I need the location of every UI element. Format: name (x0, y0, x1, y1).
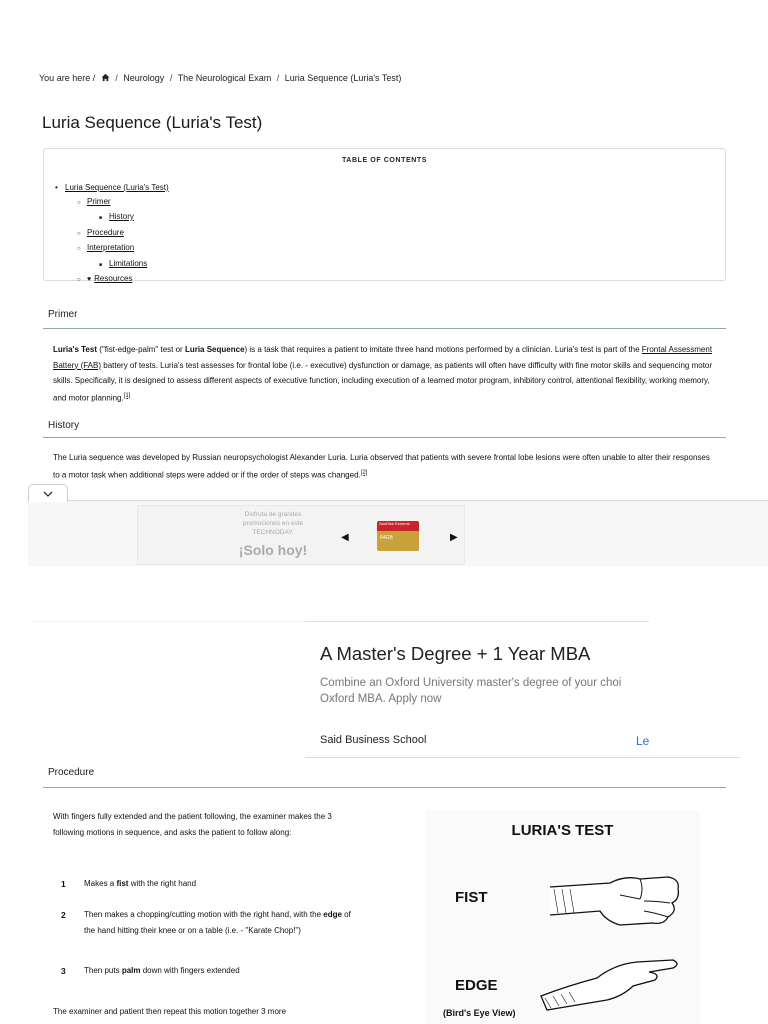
chevron-down-icon (43, 491, 53, 497)
toc-link-luria-sequence[interactable]: Luria Sequence (Luria's Test) (65, 183, 169, 192)
banner-ad[interactable] (137, 505, 465, 565)
toc-item (55, 226, 169, 242)
collapse-ad-button[interactable] (28, 484, 68, 502)
section-divider (43, 328, 726, 329)
toc-item (55, 241, 169, 257)
memory-card-image (377, 521, 419, 551)
text-ad-description (320, 676, 649, 707)
ad-promo-text: Disfruta de grandes promociones en este TECHNODAY. (242, 511, 304, 536)
text-run: battery of tests. Luria's test assesses for frontal lobe (i.e. - executive) dysfunction or damage, as patients will often have difficulty with fine motor skills and sequencing motor skills. Specifically, it is designed to assess different aspects of executive function, including execution of a learned motor program, inhibitory control, attentional flexibility, working memory, and motor planning. (53, 360, 713, 403)
toc-item (55, 272, 169, 288)
toc-link-limitations[interactable]: Limitations (109, 258, 148, 268)
ad-divider (305, 757, 740, 758)
heart-icon: ♥ (87, 276, 92, 283)
step-number: 1 (61, 879, 66, 889)
section-heading-primer (43, 309, 726, 320)
text-run: Then puts (84, 966, 122, 975)
section-divider (43, 787, 726, 788)
section-heading-history (43, 420, 726, 431)
toc-link-history[interactable]: History (109, 212, 134, 221)
table-of-contents (43, 148, 726, 281)
breadcrumb-current: Luria Sequence (Luria's Test) (284, 73, 402, 83)
toc-list (55, 181, 169, 288)
history-paragraph (53, 450, 718, 483)
procedure-intro: With fingers fully extended and the patient following, the examiner makes the 3 following motions in sequence, and asks the patient to follow along: (53, 812, 332, 837)
figure-label-fist: FIST (455, 889, 488, 906)
breadcrumb-separator: / (276, 73, 280, 83)
toc-item (55, 210, 169, 226)
breadcrumb-prefix: You are here / (39, 73, 96, 83)
text-run: Makes a (84, 879, 117, 888)
toc-title: TABLE OF CONTENTS (341, 157, 428, 164)
procedure-heading: Procedure (48, 767, 95, 778)
primer-heading: Primer (48, 309, 78, 320)
card-brand: SanDisk Extreme (379, 521, 410, 526)
text-ad-cta[interactable]: Le (636, 734, 650, 748)
home-icon[interactable] (101, 73, 110, 82)
fist-hand-icon (540, 865, 690, 937)
step-number: 3 (61, 966, 66, 976)
ad-headline: ¡Solo hoy! (238, 542, 308, 558)
reference-link[interactable]: [2] (360, 469, 368, 476)
history-heading: History (48, 420, 80, 431)
text-run: with the right hand (128, 879, 197, 888)
reference-link[interactable]: [1] (123, 392, 131, 399)
toc-link-resources[interactable]: Resources (94, 274, 133, 283)
figure-label-edge: EDGE (455, 977, 498, 994)
text-run: down with fingers extended (140, 966, 240, 975)
toc-link-interpretation[interactable]: Interpretation (87, 243, 135, 252)
page-title: Luria Sequence (Luria's Test) (42, 113, 263, 132)
procedure-outro: The examiner and patient then repeat this motion together 3 more (53, 1007, 287, 1016)
breadcrumb-link-neurology[interactable]: Neurology (123, 73, 165, 83)
text-ad-line: Combine an Oxford University master's degree of your choi (320, 677, 622, 689)
toc-link-primer[interactable]: Primer (87, 196, 111, 206)
toc-item (55, 181, 169, 195)
toc-link-procedure[interactable]: Procedure (87, 227, 124, 237)
text-ad-line: Oxford MBA. Apply now (320, 692, 442, 705)
bold-term: edge (323, 910, 342, 919)
breadcrumb-link-neurological-exam[interactable]: The Neurological Exam (177, 73, 272, 83)
ad-divider (305, 621, 649, 622)
text-ad-title[interactable]: A Master's Degree + 1 Year MBA (320, 643, 591, 664)
text-run: ("fist-edge-palm" test or (97, 345, 185, 354)
carousel-prev-icon[interactable]: ◀ (341, 532, 349, 543)
text-run: ) is a task that requires a patient to imitate three hand motions performed by a clinician. Luria's test is part of the (244, 345, 642, 354)
bold-term: palm (121, 966, 141, 975)
toc-item (55, 257, 169, 273)
text-run: Then makes a chopping/cutting motion with the right hand, with the (84, 910, 324, 919)
text-run: of the hand hitting their knee or on a table (i.e. - "Karate Chop!") (84, 910, 351, 935)
toc-item (55, 195, 169, 211)
text-ad-sponsor: Said Business School (320, 734, 427, 746)
section-heading-procedure (43, 767, 726, 778)
ad-divider (33, 621, 305, 622)
figure-title: LURIA'S TEST (511, 822, 614, 839)
bold-term: Luria Sequence (184, 345, 245, 354)
bold-term: Luria's Test (53, 345, 97, 354)
primer-paragraph (53, 342, 718, 406)
edge-hand-icon (537, 956, 687, 1014)
carousel-next-icon[interactable]: ▶ (450, 532, 458, 543)
luria-test-figure (425, 810, 700, 1024)
step-number: 2 (61, 910, 66, 920)
card-capacity: 64GB (380, 535, 393, 541)
figure-caption: (Bird's Eye View) (443, 1008, 516, 1018)
breadcrumb-separator: / (169, 73, 173, 83)
section-divider (43, 437, 726, 438)
breadcrumb (39, 73, 404, 83)
bold-term: fist (116, 879, 129, 888)
text-run: The Luria sequence was developed by Russian neuropsychologist Alexander Luria. Luria observed that patients with severe frontal lobe lesions were often unable to alter their responses to a motor task when additional steps were added or if the order of steps was changed. (53, 453, 710, 480)
breadcrumb-separator: / (115, 73, 118, 83)
fab-link[interactable]: Frontal Assessment Battery (FAB) (53, 345, 713, 370)
